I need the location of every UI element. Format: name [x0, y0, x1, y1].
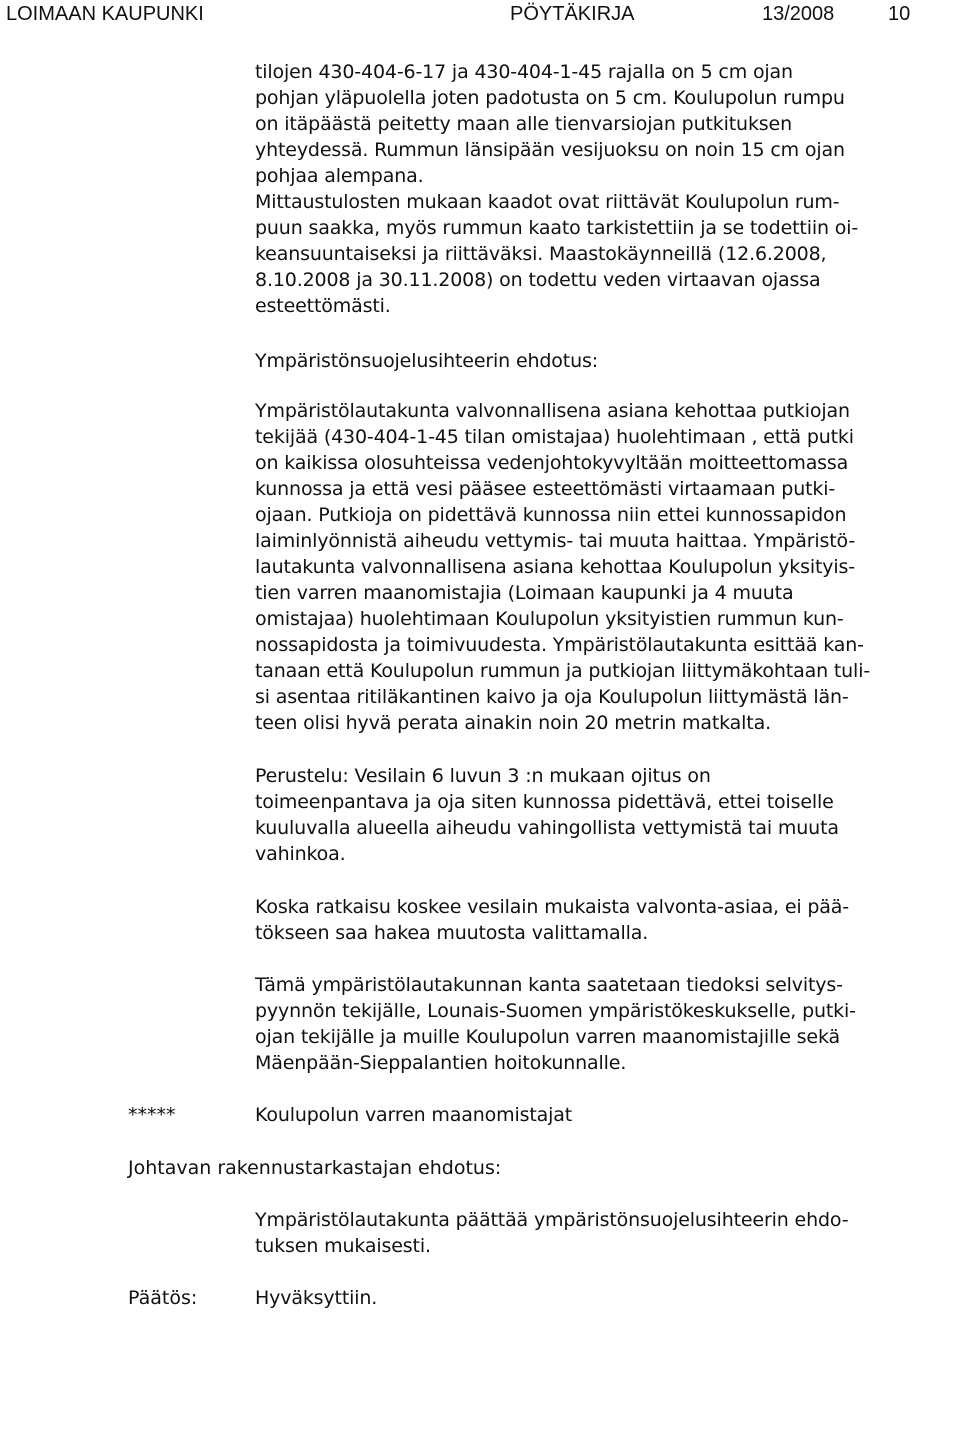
text-line: pyynnön tekijälle, Lounais-Suomen ympäristökeskukselle, putki- [255, 1000, 856, 1022]
text-line: esteettömästi. [255, 295, 391, 317]
text-line: toimeenpantava ja oja siten kunnossa pidettävä, ettei toiselle [255, 791, 834, 813]
inspector-heading: Johtavan rakennustarkastajan ehdotus: [128, 1157, 502, 1179]
text-line: lautakunta valvonnallisena asiana kehottaa Koulupolun yksityis- [255, 556, 855, 578]
text-line: tilojen 430-404-6-17 ja 430-404-1-45 rajalla on 5 cm ojan [255, 61, 793, 83]
header-doc-number: 13/2008 [762, 3, 835, 25]
text-line: Mäenpään-Sieppalantien hoitokunnalle. [255, 1052, 627, 1074]
text-line: pohjan yläpuolella joten padotusta on 5 cm. Koulupolun rumpu [255, 87, 845, 109]
text-line: tien varren maanomistajia (Loimaan kaupunki ja 4 muuta [255, 582, 794, 604]
text-line: teen olisi hyvä perata ainakin noin 20 metrin matkalta. [255, 712, 771, 734]
decision-value [255, 1285, 955, 1311]
text-line: Ympäristölautakunta päättää ympäristönsuojelusihteerin ehdo- [255, 1209, 849, 1231]
distribution-recipients [255, 1102, 955, 1128]
paragraph-appeal [255, 894, 955, 946]
text-line: nossapidosta ja toimivuudesta. Ympäristölautakunta esittää kan- [255, 634, 864, 656]
decision-label: Päätös: [128, 1287, 198, 1309]
text-line: on kaikissa olosuhteissa vedenjohtokyvyltään moitteettomassa [255, 452, 849, 474]
text-line: pohjaa alempana. [255, 165, 424, 187]
text-line: Koska ratkaisu koskee vesilain mukaista valvonta-asiaa, ei pää- [255, 896, 849, 918]
text-line: tökseen saa hakea muutosta valittamalla. [255, 922, 649, 944]
header-page-number: 10 [888, 3, 911, 25]
text-line: tuksen mukaisesti. [255, 1235, 431, 1257]
text-line: vahinkoa. [255, 843, 346, 865]
text-line: keansuuntaiseksi ja riittäväksi. Maastokäynneillä (12.6.2008, [255, 243, 827, 265]
heading-text: Ympäristönsuojelusihteerin ehdotus: [255, 350, 598, 372]
text-line: puun saakka, myös rummun kaato tarkistettiin ja se todettiin oi- [255, 217, 859, 239]
text-line: kunnossa ja että vesi pääsee esteettömästi virtaamaan putki- [255, 478, 836, 500]
text-line: tekijää (430-404-1-45 tilan omistajaa) huolehtimaan , että putki [255, 426, 854, 448]
paragraph-proposal [255, 398, 955, 736]
text-line: kuuluvalla alueella aiheudu vahingollista vettymistä tai muuta [255, 817, 839, 839]
text-line: Tämä ympäristölautakunnan kanta saatetaan tiedoksi selvitys- [255, 974, 843, 996]
paragraph-justification [255, 763, 955, 867]
recipients-text: Koulupolun varren maanomistajat [255, 1104, 573, 1126]
text-line: si asentaa ritiläkantinen kaivo ja oja Koulupolun liittymästä län- [255, 686, 849, 708]
text-line: on itäpäästä peitetty maan alle tienvarsiojan putkituksen [255, 113, 792, 135]
text-line: ojaan. Putkioja on pidettävä kunnossa niin ettei kunnossapidon [255, 504, 847, 526]
text-line: ojan tekijälle ja muille Koulupolun varren maanomistajille sekä [255, 1026, 840, 1048]
text-line: yhteydessä. Rummun länsipään vesijuoksu on noin 15 cm ojan [255, 139, 845, 161]
distribution-stars: ***** [128, 1104, 176, 1126]
paragraph-inspector-proposal [255, 1207, 955, 1259]
text-line: Perustelu: Vesilain 6 luvun 3 :n mukaan ojitus on [255, 765, 711, 787]
proposal-heading [255, 348, 955, 374]
paragraph-measurements [255, 59, 955, 319]
page-header [0, 0, 960, 30]
text-line: Ympäristölautakunta valvonnallisena asiana kehottaa putkiojan [255, 400, 850, 422]
decision-text: Hyväksyttiin. [255, 1287, 378, 1309]
text-line: omistajaa) huolehtimaan Koulupolun yksityistien rummun kun- [255, 608, 844, 630]
text-line: tanaan että Koulupolun rummun ja putkiojan liittymäkohtaan tuli- [255, 660, 871, 682]
text-line: 8.10.2008 ja 30.11.2008) on todettu veden virtaavan ojassa [255, 269, 821, 291]
text-line: laiminlyönnistä aiheudu vettymis- tai muuta haittaa. Ympäristö- [255, 530, 856, 552]
header-city: LOIMAAN KAUPUNKI [6, 3, 204, 25]
text-line: Mittaustulosten mukaan kaadot ovat riittävät Koulupolun rum- [255, 191, 840, 213]
paragraph-notification [255, 972, 955, 1076]
header-doc-type: PÖYTÄKIRJA [510, 3, 635, 25]
